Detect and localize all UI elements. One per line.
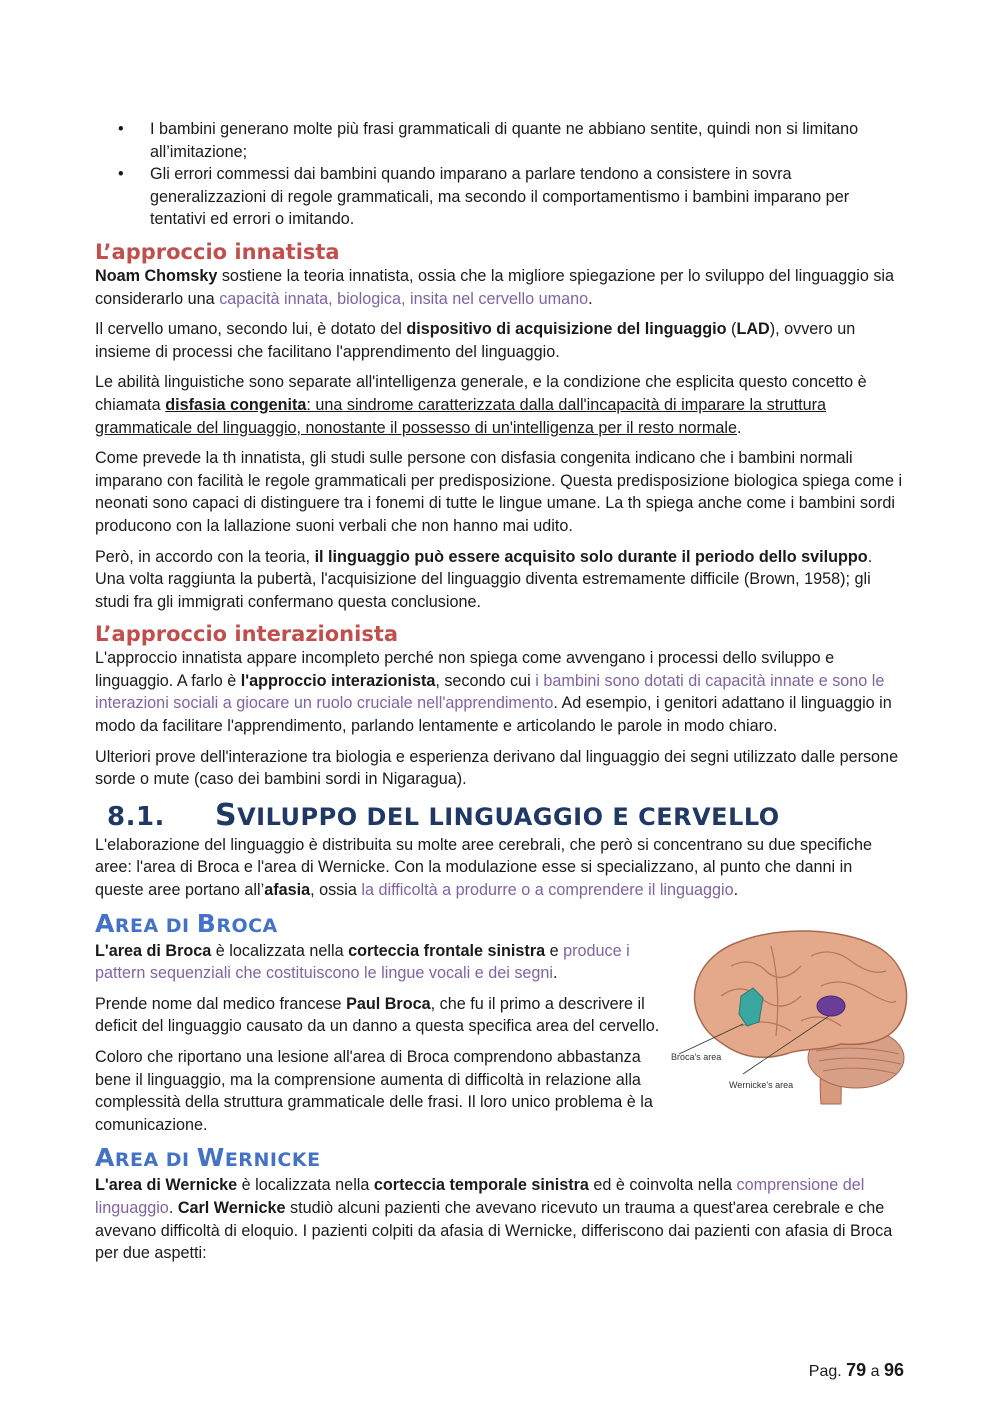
page-number: 79 <box>846 1360 867 1380</box>
list-item: • I bambini generano molte più frasi grammaticali di quante ne abbiano sentite, quindi non si limitano all’imitazione; <box>118 120 859 161</box>
paragraph: Però, in accordo con la teoria, il linguaggio può essere acquisito solo durante il periodo dello sviluppo. Una volta raggiunta la pubertà, l'acquisizione del linguaggio diventa estremamente difficile (Brown, 1958); gli studi fra gli immigrati confermano questa conclusione. <box>95 547 873 611</box>
paragraph: Ulteriori prove dell'interazione tra biologia e esperienza derivano dal linguaggio dei segni utilizzato dalle persone sorde o mute (caso dei bambini sordi in Nigaragua). <box>95 747 899 789</box>
chapter-heading: 8.1. SVILUPPO DEL LINGUAGGIO E CERVELLO <box>107 797 780 833</box>
paragraph: Coloro che riportano una lesione all'area di Broca comprendono abbastanza bene il linguaggio, ma la comprensione aumenta di difficoltà in relazione alla complessità della struttura grammaticale delle frasi. Il loro unico problema è la comunicazione. <box>95 1048 653 1134</box>
bullet-glyph: • <box>118 120 124 138</box>
paragraph: Il cervello umano, secondo lui, è dotato del dispositivo di acquisizione del linguaggio (LAD), ovvero un insieme di processi che facilitano l'apprendimento del linguaggio. <box>95 320 856 361</box>
paragraph: L'area di Wernicke è localizzata nella corteccia temporale sinistra ed è coinvolta nella comprensione del linguaggio. Carl Wernicke studiò alcuni pazienti che avevano ricevuto un trauma a quest'area cerebrale e che avevano difficoltà di eloquio. I pazienti colpiti da afasia di Wernicke, differiscono dai pazienti con afasia di Broca per due aspetti: <box>95 1176 893 1263</box>
heading-approccio-innatista: L’approccio innatista <box>95 239 340 264</box>
paragraph: Prende nome dal medico francese Paul Broca, che fu il primo a descrivere il deficit del linguaggio causato da un danno a questa specifica area del cervello. <box>95 994 660 1036</box>
heading-area-di-broca: AREA DI BROCA <box>95 908 278 938</box>
page-content <box>95 118 905 1273</box>
label-wernicke-area: Wernicke's area <box>729 1079 794 1090</box>
page-footer: Pag. 79 a 96 <box>808 1360 904 1380</box>
bullet-list <box>95 118 905 231</box>
brain-illustration <box>671 926 911 1106</box>
heading-approccio-interazionista: L’approccio interazionista <box>95 622 399 647</box>
label-broca-area: Broca's area <box>671 1051 722 1062</box>
paragraph: Come prevede la th innatista, gli studi sulle persone con disfasia congenita indicano che i bambini normali imparano con facilità le regole grammaticali per predisposizione. Questa predisposizione biologica spiega come i neonati sono capaci di distinguere tra i fonemi di tutte le lingue umane. La th spiega anche come i bambini sordi producono con la lallazione suoni verbali che non hanno mai udito. <box>95 449 903 535</box>
paragraph: Noam Chomsky sostiene la teoria innatista, ossia che la migliore spiegazione per lo sviluppo del linguaggio sia considerarlo una capacità innata, biologica, insita nel cervello umano. <box>95 266 895 308</box>
brain-diagram <box>671 926 911 1106</box>
paragraph: L'approccio innatista appare incompleto perché non spiega come avvengano i processi dello sviluppo e linguaggio. A farlo è l'approccio interazionista, secondo cui i bambini sono dotati di capacità innate e sono le interazioni sociali a giocare un ruolo cruciale nell'apprendimento. Ad esempio, i genitori adattano il linguaggio in modo da facilitare l'apprendimento, parlando lentamente e articolando le parole in modo chiaro. <box>95 649 892 736</box>
paragraph: L'area di Broca è localizzata nella corteccia frontale sinistra e produce i pattern sequenziali che costituiscono le lingue vocali e dei segni. <box>95 941 630 983</box>
paragraph: Le abilità linguistiche sono separate all'intelligenza generale, e la condizione che esplicita questo concetto è chiamata disfasia congenita: una sindrome caratterizzata dalla dall'incapacità di imparare la struttura grammaticale del linguaggio, nonostante il possesso di un'intelligenza per il resto normale. <box>95 373 867 437</box>
list-item: • Gli errori commessi dai bambini quando imparano a parlare tendono a consistere in sovra generalizzazioni di regole grammaticali, ma secondo il comportamentismo i bambini imparano per tentativi ed errori o imitando. <box>118 165 850 229</box>
paragraph: L'elaborazione del linguaggio è distribuita su molte aree cerebrali, che però si concentrano su due specifiche aree: l'area di Broca e l'area di Wernicke. Con la modulazione esse si specializzano, al punto che danni in queste aree portano all’afasia, ossia la difficoltà a produrre o a comprendere il linguaggio. <box>95 835 872 900</box>
page-total: 96 <box>883 1360 904 1380</box>
bullet-glyph: • <box>118 165 124 184</box>
heading-area-di-wernicke: AREA DI WERNICKE <box>95 1143 321 1173</box>
